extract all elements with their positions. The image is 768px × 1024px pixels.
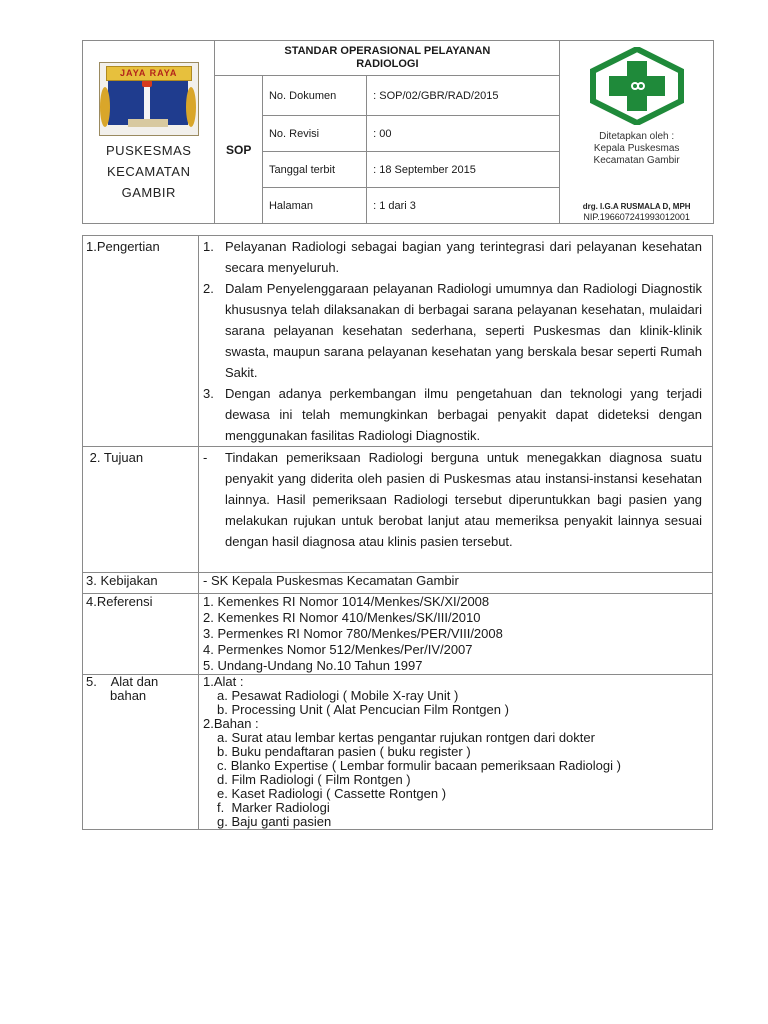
list-item: 1. Kemenkes RI Nomor 1014/Menkes/SK/XI/2008 xyxy=(203,594,490,609)
section-content-referensi xyxy=(199,594,713,675)
list-item: 2. Dalam Penyelenggaraan pelayanan Radiologi umumnya dan Radiologi Diagnostik khususnya telah dilaksanakan di berbagai sarana pelayanan kesehatan, mulaidari sarana pelayanan kesehatan sederhana, seperti Puskesmas dan klinik-klinik swasta, maupun sarana pelayanan kesehatan yang berskala besar seperti Rumah Sakit. xyxy=(203,281,702,380)
logo-cell xyxy=(83,41,215,224)
bahan-heading: 2.Bahan : xyxy=(203,716,259,731)
jaya-raya-emblem-icon xyxy=(99,62,199,136)
issue-date-label: Tanggal terbit xyxy=(262,152,366,188)
revision-label: No. Revisi xyxy=(262,116,366,152)
section-content-pengertian xyxy=(199,236,713,447)
section-content-alat-bahan xyxy=(199,675,713,830)
emblem-ribbon: JAYA RAYA xyxy=(106,66,192,81)
org-name-line-2: KECAMATAN xyxy=(106,163,191,179)
list-item: a. Pesawat Radiologi ( Mobile X-ray Unit ) xyxy=(217,688,459,703)
list-item: - Tindakan pemeriksaan Radiologi berguna untuk menegakkan diagnosa suatu penyakit yang diderita oleh pasien di Puskesmas atau instansi-instansi kesehatan lainnya. Hasil pemeriksaan Radiologi tersebut diperuntukkan bagi pasien yang melakukan rujukan untuk berobat lanjut atau memeriksa penyakit lainnya sesuai dengan hasil diagnosa atau klinis pasien tersebut. xyxy=(203,450,702,549)
list-item: g. Baju ganti pasien xyxy=(217,814,332,829)
title-line-1: STANDAR OPERASIONAL PELAYANAN xyxy=(284,45,491,57)
list-item: 5. Undang-Undang No.10 Tahun 1997 xyxy=(203,658,423,673)
puskesmas-cross-logo-icon xyxy=(589,47,685,125)
content-table xyxy=(82,235,713,830)
list-item: 1. Pelayanan Radiologi sebagai bagian yang terintegrasi dari pelayanan kesehatan secara menyeluruh. xyxy=(203,239,702,275)
section-label-alat-bahan: 5. Alat dan bahan xyxy=(83,675,199,830)
list-item: 4. Permenkes Nomor 512/Menkes/Per/IV/2007 xyxy=(203,642,473,657)
org-name-line-3: GAMBIR xyxy=(121,184,176,200)
document-title xyxy=(215,41,560,76)
list-item: e. Kaset Radiologi ( Cassette Rontgen ) xyxy=(217,786,447,801)
list-item: 3. Permenkes RI Nomor 780/Menkes/PER/VIII/2008 xyxy=(203,626,503,641)
doc-number-value: : SOP/02/GBR/RAD/2015 xyxy=(367,76,560,116)
section-label-referensi: 4.Referensi xyxy=(83,594,199,675)
list-item: 2. Kemenkes RI Nomor 410/Menkes/SK/III/2010 xyxy=(203,610,481,625)
revision-value: : 00 xyxy=(367,116,560,152)
ditetapkan-line-1: Ditetapkan oleh : xyxy=(599,131,675,142)
section-content-tujuan xyxy=(199,447,713,573)
list-item: d. Film Radiologi ( Film Rontgen ) xyxy=(217,772,411,787)
section-label-pengertian: 1.Pengertian xyxy=(83,236,199,447)
list-item: a. Surat atau lembar kertas pengantar rujukan rontgen dari dokter xyxy=(217,730,595,745)
header-table xyxy=(82,40,714,224)
list-item: b. Processing Unit ( Alat Pencucian Film Rontgen ) xyxy=(217,702,509,717)
list-item: 3. Dengan adanya perkembangan ilmu pengetahuan dan teknologi yang terjadi dewasa ini telah memungkinkan berbagai penyakit dapat dideteksi dengan menggunakan fasilitas Radiologi Diagnostik. xyxy=(203,386,702,443)
signer-name: drg. I.G.A RUSMALA D, MPH xyxy=(582,202,691,211)
page-value: : 1 dari 3 xyxy=(367,188,560,224)
doc-number-label: No. Dokumen xyxy=(262,76,366,116)
alat-heading: 1.Alat : xyxy=(203,674,244,689)
list-item: c. Blanko Expertise ( Lembar formulir bacaan pemeriksaan Radiologi ) xyxy=(217,758,621,773)
signer-nip: NIP.196607241993012001 xyxy=(583,212,690,222)
section-label-tujuan: 2. Tujuan xyxy=(83,447,199,573)
list-item: b. Buku pendaftaran pasien ( buku register ) xyxy=(217,744,471,759)
sop-label: SOP xyxy=(215,76,263,224)
page-label: Halaman xyxy=(262,188,366,224)
section-label-kebijakan: 3. Kebijakan xyxy=(83,573,199,594)
approval-cell xyxy=(560,41,714,224)
list-item: f. Marker Radiologi xyxy=(217,800,330,815)
ditetapkan-line-3: Kecamatan Gambir xyxy=(593,155,680,166)
org-name-line-1: PUSKESMAS xyxy=(106,142,192,158)
ditetapkan-line-2: Kepala Puskesmas xyxy=(593,143,680,154)
title-line-2: RADIOLOGI xyxy=(356,58,419,70)
section-content-kebijakan: - SK Kepala Puskesmas Kecamatan Gambir xyxy=(199,573,713,594)
issue-date-value: : 18 September 2015 xyxy=(367,152,560,188)
